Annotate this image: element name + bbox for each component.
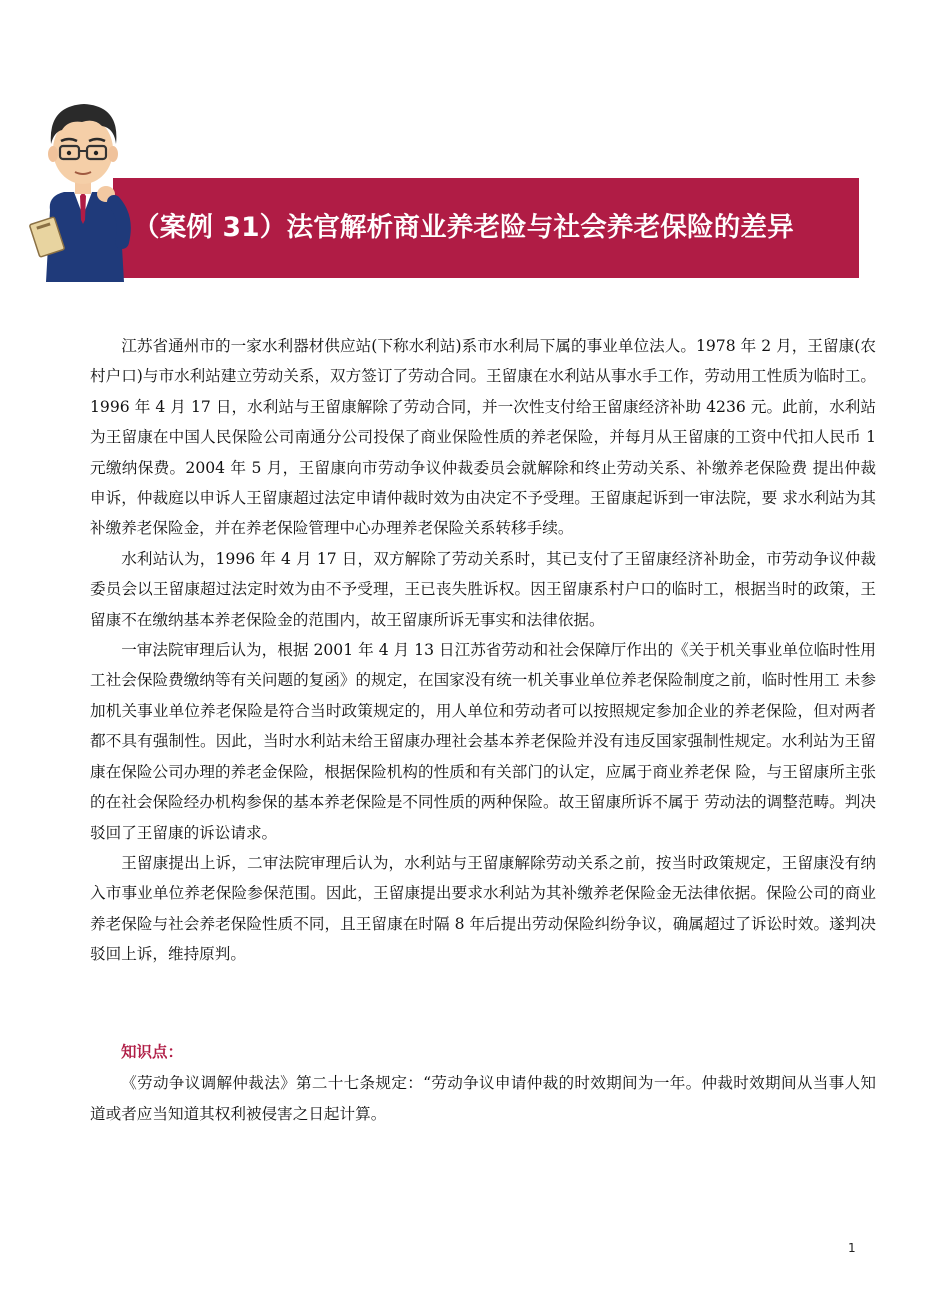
page-number: 1 xyxy=(848,1241,856,1255)
paragraph: 王留康提出上诉，二审法院审理后认为，水利站与王留康解除劳动关系之前，按当时政策规定，王留康没有纳入市事业单位养老保险参保范围。因此，王留康提出要求水利站为其补缴养老保险金无法律依据。保险公司的商业养老保险与社会养老保险性质不同，且王留康在时隔 8 年后提出劳动保险纠纷争议，确属超过了诉讼时效。遂判决驳回上诉，维持原判。 xyxy=(90,853,876,964)
paragraph: 水利站认为，1996 年 4 月 17 日，双方解除了劳动关系时，其已支付了王留康经济补助金，市劳动争议仲裁 委员会以王留康超过法定时效为由不予受理，王已丧失胜诉权。因王留康系村户口的临时工，根据当时的政策，王留康不在缴纳基本养老保险金的范围内，故王留康所诉无事实和法律依据。 xyxy=(90,549,876,629)
knowledge-text: 《劳动争议调解仲裁法》第二十七条规定：“劳动争议申请仲裁的时效期间为一年。仲裁时效期间从当事人知道或者应当知道其权利被侵害之日起计算。 xyxy=(90,1074,876,1123)
paragraph: 江苏省通州市的一家水利器材供应站(下称水利站)系市水利局下属的事业单位法人。1978 年 2 月，王留康(农村户口)与市水利站建立劳动关系，双方签订了劳动合同。王留康在水利站从事水手工作，劳动用工性质为临时工。1996 年 4 月 17 日，水利站与王留康解除了劳动合同，并一次性支付给王留康经济补助 4236 元。此前，水利站为王留康在中国人民保险公司南通分公司投保了商业保险性质的养老保险，并每月从王留康的工资中代扣人民币 1 元缴纳保费。2004 年 5 月，王留康向市劳动争议仲裁委员会就解除和终止劳动关系、补缴养老保险费 提出仲裁申诉，仲裁庭以申诉人王留康超过法定申请仲裁时效为由决定不予受理。王留康起诉到一审法院，要 求水利站为其补缴养老保险金，并在养老保险管理中心办理养老保险关系转移手续。 xyxy=(90,337,876,538)
page-title: （案例 31）法官解析商业养老险与社会养老保险的差异 xyxy=(133,212,794,243)
lawyer-mascot-icon xyxy=(28,92,138,288)
paragraph: 一审法院审理后认为，根据 2001 年 4 月 13 日江苏省劳动和社会保障厅作出的《关于机关事业单位临时性用 工社会保险费缴纳等有关问题的复函》的规定，在国家没有统一机关事业单位养老保险制度之前，临时性用工 未参加机关事业单位养老保险是符合当时政策规定的，用人单位和劳动者可以按照规定参加企业的养老保险，但对两者都不具有强制性。因此，当时水利站未给王留康办理社会基本养老保险并没有违反国家强制性规定。水利站为王留康在保险公司办理的养老金保险，根据保险机构的性质和有关部门的认定，应属于商业养老保 险，与王留康所主张的在社会保险经办机构参保的基本养老保险是不同性质的两种保险。故王留康所诉不属于 劳动法的调整范畴。判决驳回了王留康的诉讼请求。 xyxy=(90,641,876,842)
case-body xyxy=(90,331,876,970)
knowledge-heading: 知识点： xyxy=(121,1043,184,1061)
